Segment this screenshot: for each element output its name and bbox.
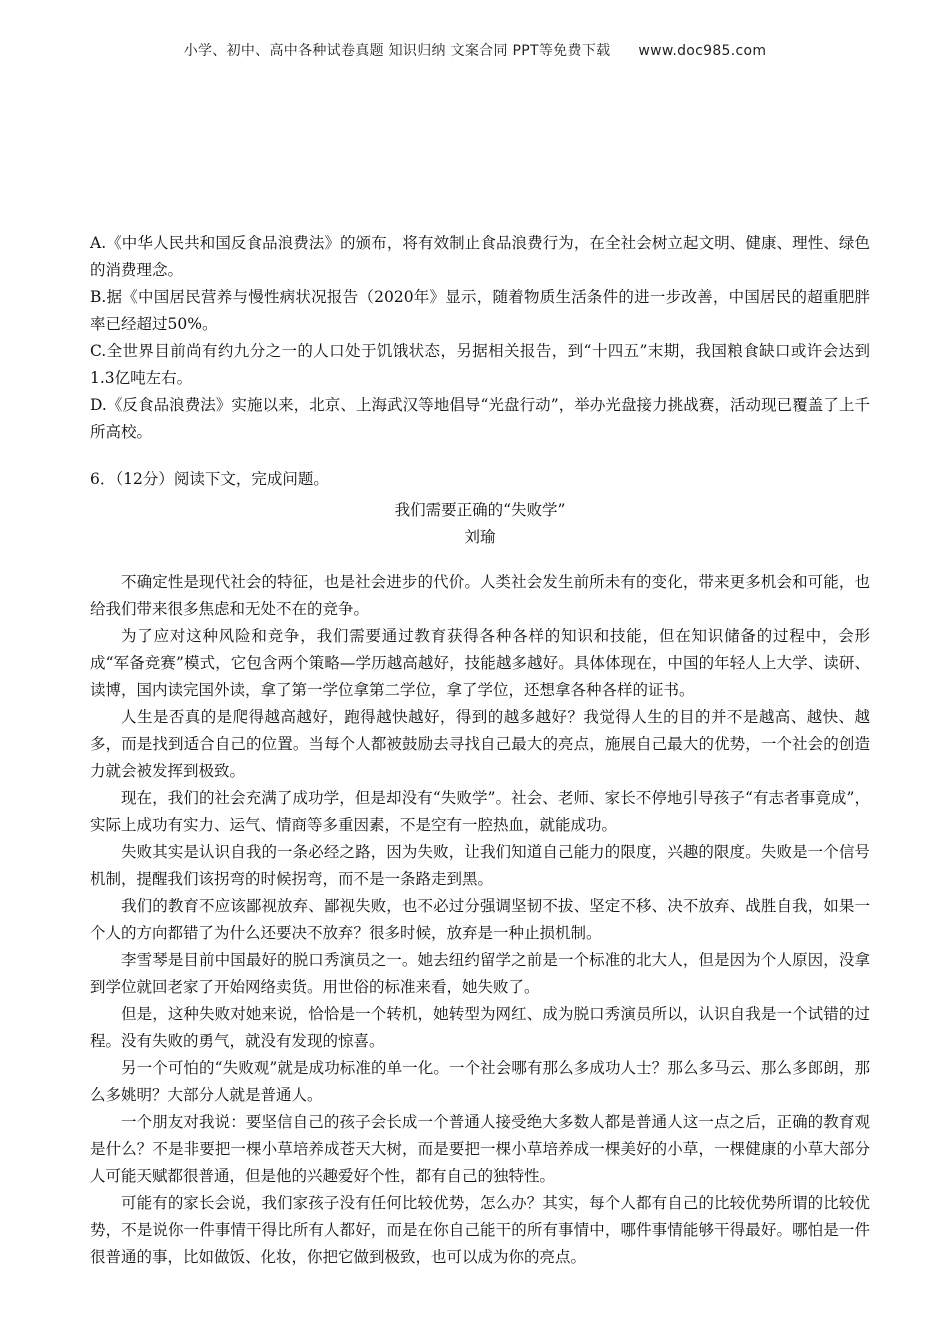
paragraph: 现在，我们的社会充满了成功学，但是却没有“失败学”。社会、老师、家长不停地引导孩子“有志者事竟成”，实际上成功有实力、运气、情商等多重因素，不是空有一腔热血，就能成功。	[90, 789, 870, 834]
page-content	[90, 230, 870, 1271]
paragraph: 但是，这种失败对她来说，恰恰是一个转机，她转型为网红、成为脱口秀演员所以，认识自我是一个试错的过程。没有失败的勇气，就没有发现的惊喜。	[90, 1005, 870, 1050]
paragraph: 李雪琴是目前中国最好的脱口秀演员之一。她去纽约留学之前是一个标准的北大人，但是因为个人原因，没拿到学位就回老家了开始网络卖货。用世俗的标准来看，她失败了。	[90, 951, 870, 996]
option-c: C.全世界目前尚有约九分之一的人口处于饥饿状态，另据相关报告，到“十四五”末期，我国粮食缺口或许会达到1.3亿吨左右。	[90, 342, 870, 387]
header-site: www.doc985.com	[638, 43, 767, 59]
paragraph: 失败其实是认识自我的一条必经之路，因为失败，让我们知道自己能力的限度，兴趣的限度。失败是一个信号机制，提醒我们该拐弯的时候拐弯，而不是一条路走到黑。	[90, 843, 870, 888]
paragraph: 一个朋友对我说：要坚信自己的孩子会长成一个普通人接受绝大多数人都是普通人这一点之后，正确的教育观是什么？不是非要把一棵小草培养成苍天大树，而是要把一棵小草培养成一棵美好的小草，一棵健康的小草大部分人可能天赋都很普通，但是他的兴趣爱好个性，都有自己的独特性。	[90, 1113, 870, 1185]
paragraph: 可能有的家长会说，我们家孩子没有任何比较优势，怎么办？其实，每个人都有自己的比较优势所谓的比较优势，不是说你一件事情干得比所有人都好，而是在你自己能干的所有事情中，哪件事情能够干得最好。哪怕是一件很普通的事，比如做饭、化妆，你把它做到极致，也可以成为你的亮点。	[90, 1194, 870, 1266]
paragraph: 人生是否真的是爬得越高越好，跑得越快越好，得到的越多越好？我觉得人生的目的并不是越高、越快、越多，而是找到适合自己的位置。当每个人都被鼓励去寻找自己最大的亮点，施展自己最大的优势，一个社会的创造力就会被发挥到极致。	[90, 708, 870, 780]
page-header	[0, 40, 950, 60]
article-author: 刘瑜	[464, 528, 496, 546]
option-a: A.《中华人民共和国反食品浪费法》的颁布，将有效制止食品浪费行为，在全社会树立起文明、健康、理性、绿色的消费理念。	[90, 234, 870, 279]
option-d: D.《反食品浪费法》实施以来，北京、上海武汉等地倡导“光盘行动”，举办光盘接力挑战赛，活动现已覆盖了上千所高校。	[90, 396, 870, 441]
paragraph: 为了应对这种风险和竞争，我们需要通过教育获得各种各样的知识和技能，但在知识储备的过程中，会形成“军备竞赛”模式，它包含两个策略—学历越高越好，技能越多越好。具体体现在，中国的年轻人上大学、读研、读博，国内读完国外读，拿了第一学位拿第二学位，拿了学位，还想拿各种各样的证书。	[90, 627, 870, 699]
paragraph: 不确定性是现代社会的特征，也是社会进步的代价。人类社会发生前所未有的变化，带来更多机会和可能，也给我们带来很多焦虑和无处不在的竞争。	[90, 573, 870, 618]
paragraph: 我们的教育不应该鄙视放弃、鄙视失败，也不必过分强调坚韧不拔、坚定不移、决不放弃、战胜自我，如果一个人的方向都错了为什么还要决不放弃？很多时候，放弃是一种止损机制。	[90, 897, 870, 942]
article-title: 我们需要正确的“失败学”	[394, 501, 566, 519]
article-body	[90, 569, 870, 1271]
question-heading: 6．（12分）阅读下文，完成问题。	[90, 470, 329, 488]
paragraph: 另一个可怕的“失败观”就是成功标准的单一化。一个社会哪有那么多成功人士？那么多马云、那么多郎朗，那么多姚明？大部分人就是普通人。	[90, 1059, 870, 1104]
header-text: 小学、初中、高中各种试卷真题 知识归纳 文案合同 PPT等免费下载	[183, 43, 611, 59]
option-b: B.据《中国居民营养与慢性病状况报告（2020年》显示，随着物质生活条件的进一步改善，中国居民的超重肥胖率已经超过50%。	[90, 288, 870, 333]
